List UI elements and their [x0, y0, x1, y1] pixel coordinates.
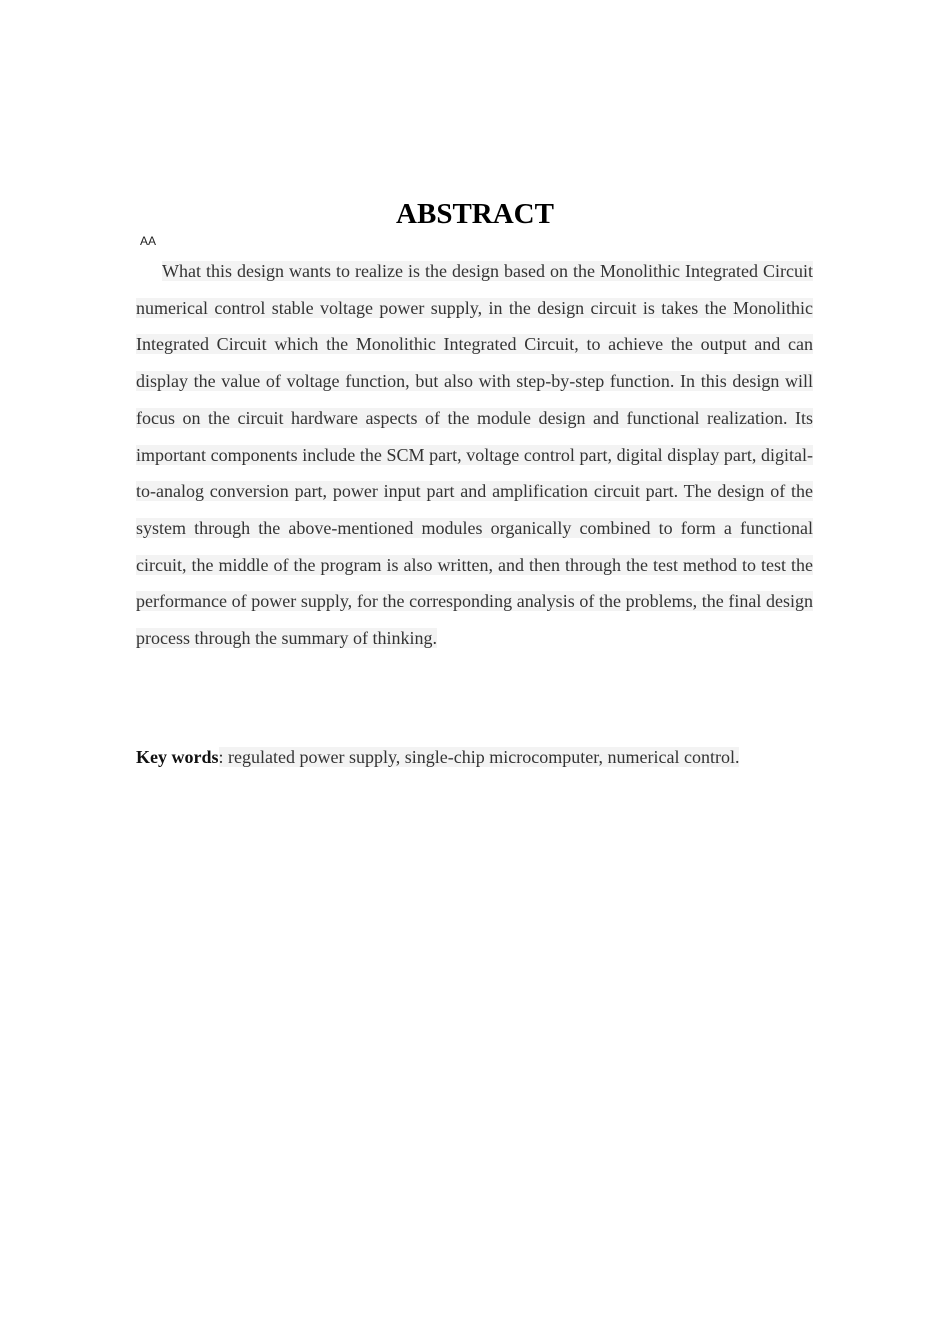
keywords-line: [136, 739, 836, 776]
keywords-text: : regulated power supply, single-chip microcomputer, numerical control.: [218, 747, 740, 767]
abstract-text: What this design wants to realize is the design based on the Monolithic Integrated Circuit numerical control stable voltage power supply, in the design circuit is takes the Monolithic Integrated Circuit which the Monolithic Integrated Circuit, to achieve the output and can display the value of voltage function, but also with step-by-step function. In this design will focus on the circuit hardware aspects of the module design and functional realization. Its important components include the SCM part, voltage control part, digital display part, digital-to-analog conversion part, power input part and amplification circuit part. The design of the system through the above-mentioned modules organically combined to form a functional circuit, the middle of the program is also written, and then through the test method to test the performance of power supply, for the corresponding analysis of the problems, the final design process through the summary of thinking.: [136, 261, 813, 649]
section-marker: AA: [140, 234, 157, 248]
abstract-paragraph: [136, 253, 813, 657]
page-title: ABSTRACT: [396, 198, 554, 230]
keywords-label: Key words: [136, 747, 219, 767]
